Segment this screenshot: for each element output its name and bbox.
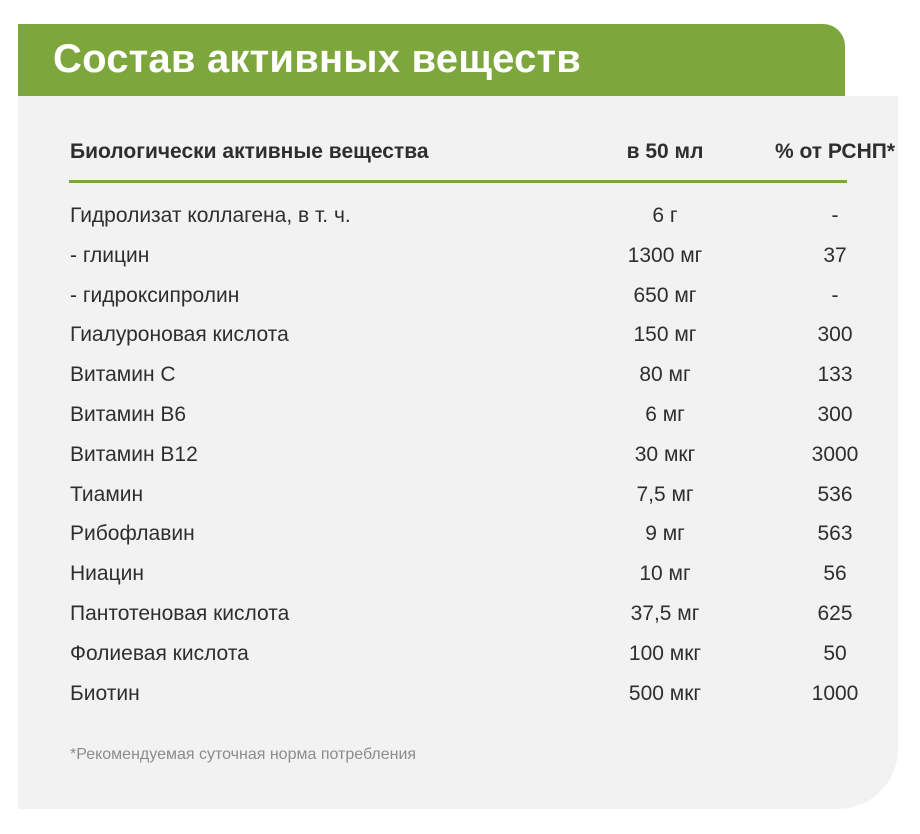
table-row (70, 402, 853, 442)
table-row (70, 641, 850, 681)
composition-panel (18, 96, 898, 809)
amount-value: 9 мг (645, 522, 685, 546)
section-header (18, 24, 845, 96)
table-row (70, 482, 853, 522)
percent-value: 1000 (811, 681, 859, 705)
table-row (70, 521, 853, 561)
percent-value: 56 (823, 562, 847, 586)
table-row (70, 681, 859, 721)
substance-name: Рибофлавин (70, 522, 195, 546)
amount-value: 6 мг (645, 402, 685, 426)
substance-name: - гидроксипролин (70, 283, 240, 307)
percent-value: 3000 (811, 442, 859, 466)
substance-name: Гидролизат коллагена, в т. ч. (70, 204, 351, 227)
table-row (70, 322, 853, 362)
substance-name: Витамин В12 (70, 442, 198, 466)
amount-value: 37,5 мг (630, 601, 700, 625)
amount-value: 6 г (652, 204, 678, 227)
amount-value: 1300 мг (627, 243, 703, 267)
percent-value: - (831, 283, 839, 307)
header-divider (69, 180, 847, 183)
substance-name: Фолиевая кислота (70, 641, 249, 665)
percent-value: 50 (823, 641, 847, 665)
substance-name: Пантотеновая кислота (70, 601, 290, 625)
amount-value: 30 мкг (634, 442, 696, 466)
substance-name: Гиалуроновая кислота (70, 323, 289, 347)
amount-value: 650 мг (633, 283, 697, 307)
table-header (70, 140, 895, 166)
substance-name: Тиамин (70, 482, 144, 506)
percent-value: 625 (817, 601, 853, 625)
percent-value: 300 (817, 323, 853, 347)
percent-value: 300 (817, 402, 853, 426)
amount-value: 80 мг (639, 363, 691, 387)
table-row (70, 362, 853, 402)
table-body (70, 203, 859, 720)
substance-name: Ниацин (70, 562, 144, 586)
table-row (70, 283, 850, 323)
amount-value: 500 мкг (628, 681, 702, 705)
table-row (70, 561, 850, 601)
table-row (70, 203, 850, 243)
substance-name: Витамин В6 (70, 402, 187, 426)
percent-value: - (831, 204, 839, 227)
table-row (70, 442, 859, 482)
percent-value: 563 (817, 522, 853, 546)
percent-value: 536 (817, 482, 853, 506)
table-row (70, 601, 853, 641)
amount-value: 7,5 мг (636, 482, 694, 506)
footnote: *Рекомендуемая суточная норма потребления (70, 746, 417, 763)
column-header-amount: в 50 мл (626, 140, 704, 163)
amount-value: 150 мг (633, 323, 697, 347)
substance-name: Витамин С (70, 363, 176, 387)
percent-value: 133 (817, 363, 853, 387)
column-header-percent: % от РСНП* (774, 140, 895, 163)
amount-value: 10 мг (639, 562, 691, 586)
percent-value: 37 (823, 243, 847, 267)
amount-value: 100 мкг (628, 641, 702, 665)
substance-name: Биотин (70, 681, 140, 705)
section-title: Состав активных веществ (53, 37, 582, 81)
column-header-substance: Биологически активные вещества (70, 140, 429, 163)
table-row (70, 243, 850, 283)
substance-name: - глицин (70, 243, 150, 267)
